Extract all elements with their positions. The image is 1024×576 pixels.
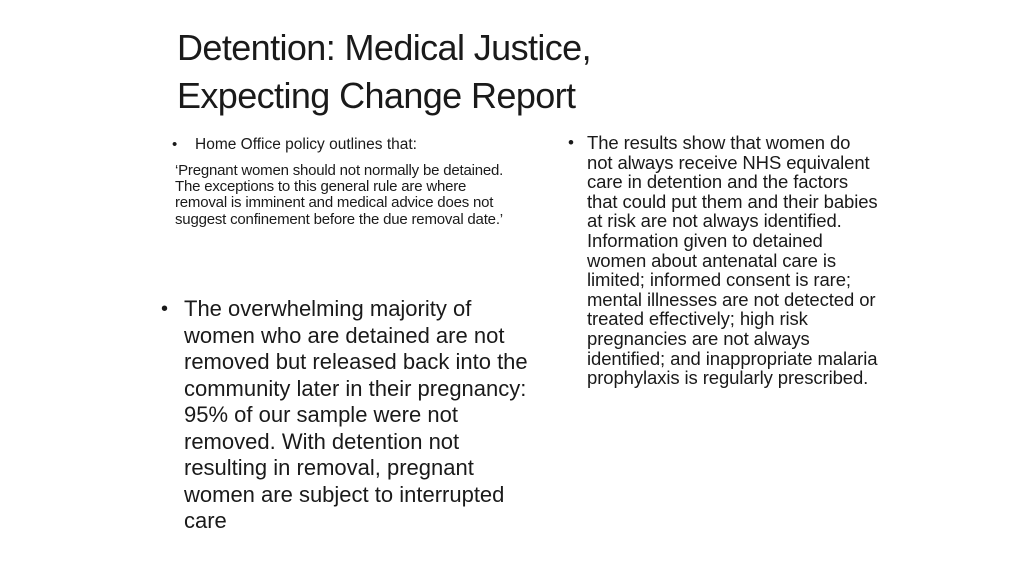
slide-title [177,24,877,120]
policy-quote: ‘Pregnant women should not normally be detained. The exceptions to this general rule are where removal is imminent and medical advice does not suggest confinement before the due removal date.’ [175,162,504,228]
title-line-1: Detention: Medical Justice, [177,27,592,68]
majority-bullet-text: The overwhelming majority of women who are detained are not removed but released back into the community later in their pregnancy: 95% of our sample were not removed. With detention not resulting in removal, pregnant women are subject to interrupted care [184,296,528,533]
bullet-marker: • [161,298,169,320]
policy-bullet-text: Home Office policy outlines that: [195,136,417,153]
policy-bullet [172,135,497,154]
bullet-marker: • [568,133,574,152]
results-bullet [568,133,878,388]
title-line-2: Expecting Change Report [177,75,576,116]
bullet-marker: • [172,136,178,153]
majority-bullet [161,296,546,535]
results-bullet-text: The results show that women do not always receive NHS equivalent care in detention and the factors that could put them and their babies at risk are not always identified. Information given to detained women about antenatal care is limited; informed consent is rare; mental illnesses are not detected or treated effectively; high risk pregnancies are not always identified; and inappropriate malaria prophylaxis is regularly prescribed. [587,132,878,389]
